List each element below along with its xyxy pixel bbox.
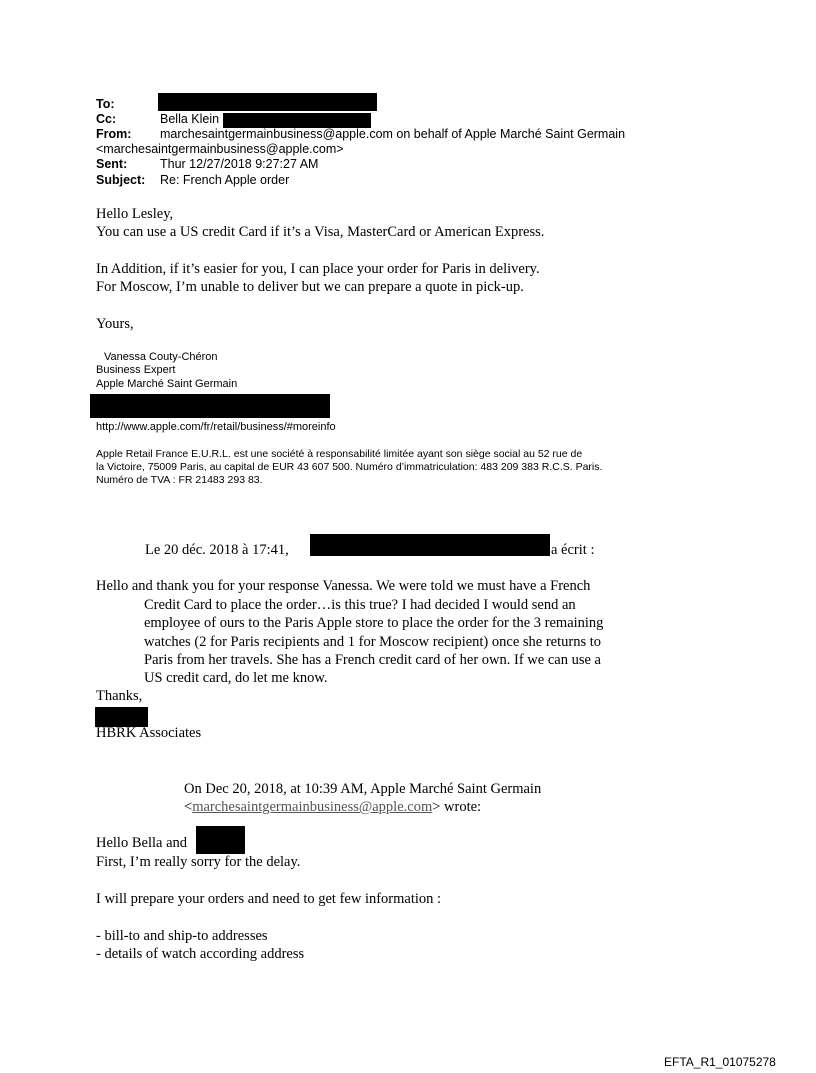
sent-value: Thur 12/27/2018 9:27:27 AM	[160, 157, 319, 171]
from-label: From:	[96, 127, 132, 141]
signature-url: http://www.apple.com/fr/retail/business/#moreinfo	[96, 421, 336, 433]
cc-label: Cc:	[96, 112, 117, 126]
quote1-intro-prefix: Le 20 déc. 2018 à 17:41,	[145, 542, 289, 558]
signature-name: Vanessa Couty-Chéron	[104, 351, 218, 363]
quote2-greeting: Hello Bella and	[96, 835, 188, 851]
quote2-bullet-2: - details of watch according address	[96, 946, 305, 962]
quote2-intro-line-1: On Dec 20, 2018, at 10:39 AM, Apple Marché Saint Germain	[184, 781, 542, 797]
quote1-line-3: employee of ours to the Paris Apple store to place the order for the 3 remaining	[144, 615, 604, 631]
reply-greeting: Hello Lesley,	[96, 206, 174, 222]
signature-store: Apple Marché Saint Germain	[96, 378, 238, 390]
quote2-intro-lt: <	[184, 799, 193, 815]
redaction-quote1-sender	[310, 534, 550, 556]
from-value: marchesaintgermainbusiness@apple.com on behalf of Apple Marché Saint Germain	[160, 127, 626, 141]
quote2-line-1: First, I’m really sorry for the delay.	[96, 854, 301, 870]
quote1-intro-suffix: a écrit :	[551, 542, 595, 558]
redaction-to	[158, 93, 377, 111]
quote2-intro-line-2	[184, 798, 481, 816]
legal-line-3: Numéro de TVA : FR 21483 293 83.	[96, 474, 263, 486]
quote1-company: HBRK Associates	[96, 725, 202, 741]
quote2-intro-gt: > wrote:	[432, 799, 482, 815]
quote1-line-2: Credit Card to place the order…is this true? I had decided I would send an	[144, 597, 576, 613]
reply-line-3: For Moscow, I’m unable to deliver but we can prepare a quote in pick-up.	[96, 279, 524, 295]
quote1-line-5: Paris from her travels. She has a French credit card of her own. If we can use a	[144, 652, 601, 668]
legal-line-2: la Victoire, 75009 Paris, au capital de EUR 43 607 500. Numéro d’immatriculation: 483 209 383 R.C.S. Paris.	[96, 461, 603, 473]
cc-value: Bella Klein	[160, 112, 220, 126]
redaction-signature-phone	[90, 394, 330, 418]
reply-closing: Yours,	[96, 316, 134, 332]
quote1-thanks: Thanks,	[96, 688, 143, 704]
redaction-cc	[223, 113, 371, 128]
to-label: To:	[96, 97, 115, 111]
reply-line-2: In Addition, if it’s easier for you, I can place your order for Paris in delivery.	[96, 261, 540, 277]
quote1-line-4: watches (2 for Paris recipients and 1 for Moscow recipient) once she returns to	[144, 634, 602, 650]
subject-value: Re: French Apple order	[160, 173, 290, 187]
quote2-line-2: I will prepare your orders and need to get few information :	[96, 891, 442, 907]
document-id: EFTA_R1_01075278	[664, 1055, 776, 1069]
legal-line-1: Apple Retail France E.U.R.L. est une société à responsabilité limitée ayant son siège social au 52 rue de	[96, 448, 583, 460]
quote1-line-1: Hello and thank you for your response Vanessa. We were told we must have a French	[96, 578, 591, 594]
reply-line-1: You can use a US credit Card if it’s a Visa, MasterCard or American Express.	[96, 224, 545, 240]
quote1-line-6: US credit card, do let me know.	[144, 670, 328, 686]
sent-label: Sent:	[96, 157, 128, 171]
quote2-email-link[interactable]: marchesaintgermainbusiness@apple.com	[192, 799, 433, 815]
subject-label: Subject:	[96, 173, 146, 187]
signature-title: Business Expert	[96, 364, 176, 376]
quote2-bullet-1: - bill-to and ship-to addresses	[96, 928, 268, 944]
from-value-email: <marchesaintgermainbusiness@apple.com>	[96, 142, 344, 156]
redaction-quote2-name	[196, 826, 245, 854]
